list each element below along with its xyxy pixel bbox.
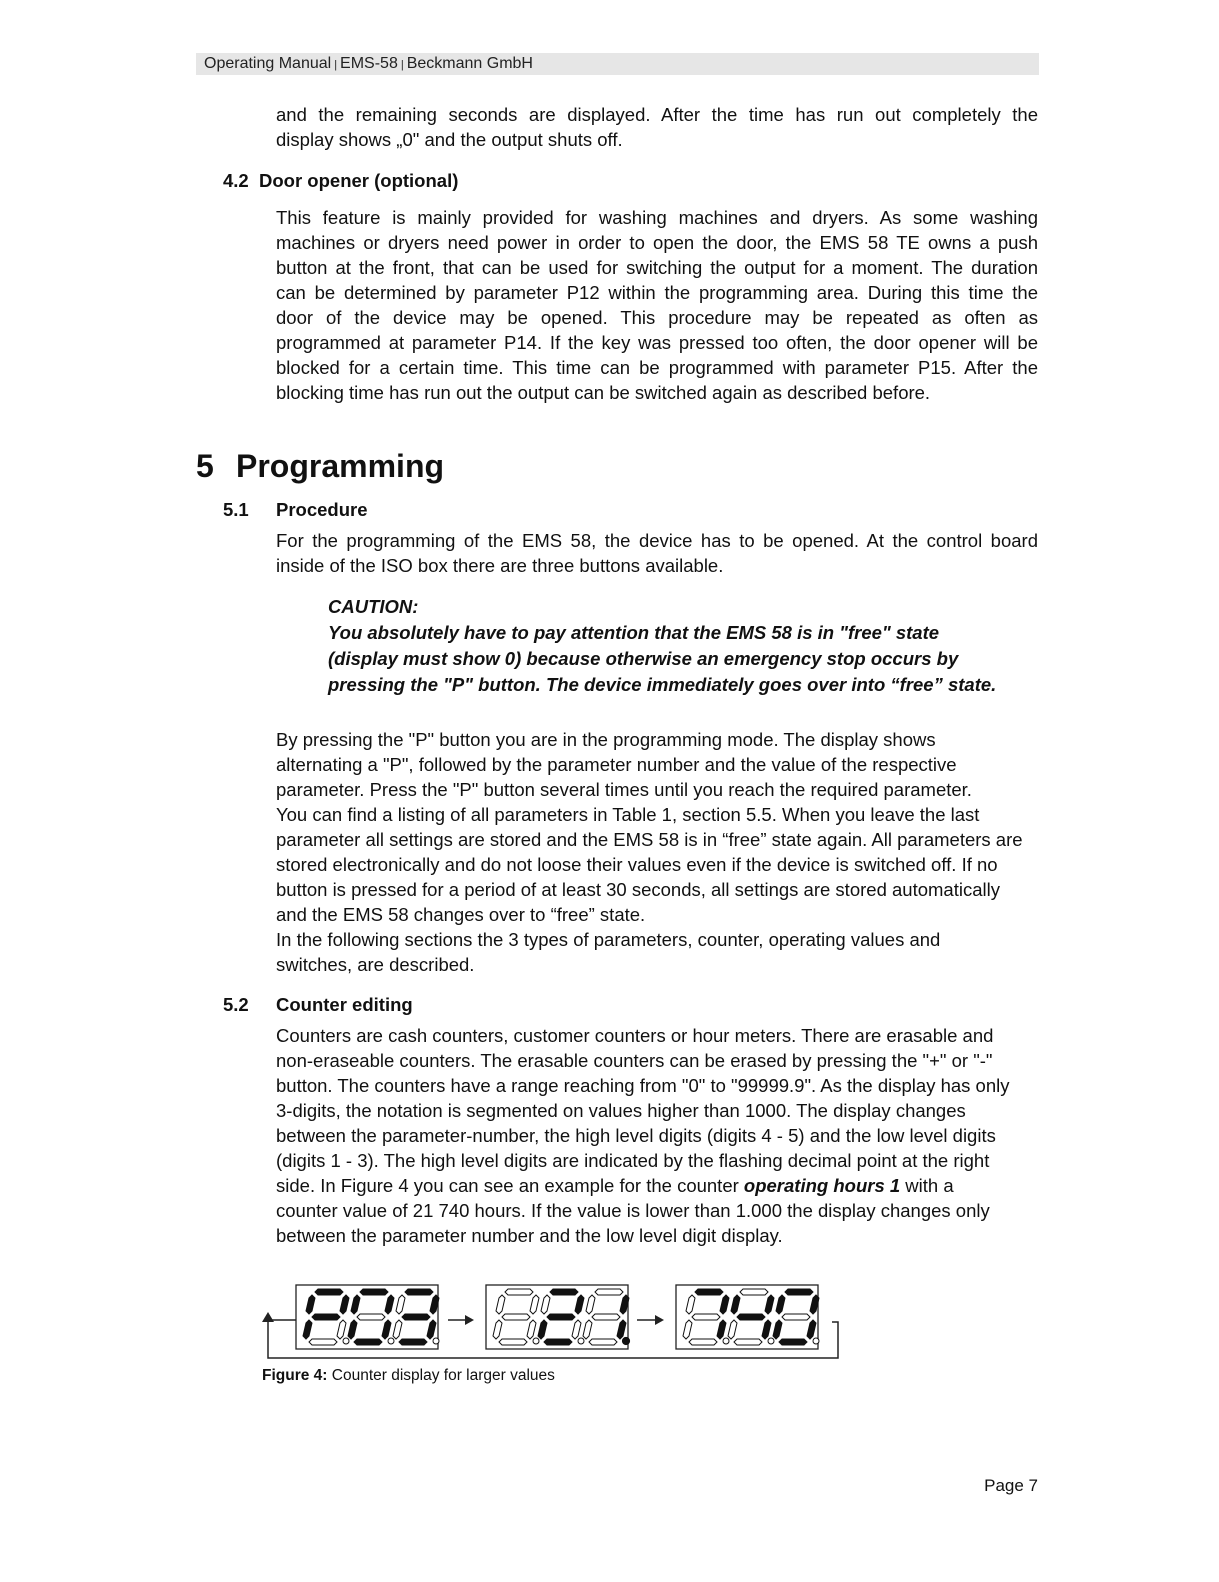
- segment-c-lit: [717, 1320, 726, 1339]
- paragraph-line: parameter. Press the "P" button several times until you reach the required parameter.: [276, 779, 972, 800]
- segment-f-lit: [351, 1295, 360, 1314]
- figure-label: Figure 4:: [262, 1367, 328, 1384]
- segment-g-lit: [737, 1314, 765, 1320]
- seven-segment-display-2: [486, 1285, 630, 1349]
- segment-e-unlit: [728, 1320, 737, 1339]
- segment-a-lit: [785, 1289, 813, 1295]
- decimal-point-lit: [622, 1337, 629, 1344]
- chapter-number: 5: [196, 448, 214, 484]
- paragraph-line: switches, are described.: [276, 954, 475, 975]
- segment-b-lit: [720, 1295, 729, 1314]
- header-model: EMS-58: [340, 55, 398, 72]
- paragraph-line: and the EMS 58 changes over to “free” state.: [276, 904, 646, 925]
- section-title: Counter editing: [276, 994, 413, 1015]
- segment-g-lit: [547, 1314, 575, 1320]
- text-run: side. In Figure 4 you can see an example for the counter: [276, 1175, 744, 1196]
- paragraph-line: (digits 1 - 3). The high level digits are indicated by the flashing decimal point at the right: [276, 1150, 990, 1171]
- paragraph-line: This feature is mainly provided for washing machines and dryers. As some washing: [276, 207, 1038, 228]
- segment-d-lit: [354, 1339, 382, 1345]
- paragraph-line: counter value of 21 740 hours. If the value is lower than 1.000 the display changes only: [276, 1200, 990, 1221]
- header-separator: |: [334, 59, 338, 71]
- paragraph-line: By pressing the "P" button you are in the programming mode. The display shows: [276, 729, 936, 750]
- paragraph-line: machines or dryers need power in order to open the door, the EMS 58 TE owns a push: [276, 232, 1038, 253]
- seven-segment-display-3: [676, 1285, 819, 1349]
- segment-d-lit: [779, 1339, 807, 1345]
- segment-e-unlit: [393, 1320, 402, 1339]
- segment-g-lit: [402, 1314, 430, 1320]
- caution-line: You absolutely have to pay attention that the EMS 58 is in "free" state: [328, 622, 940, 643]
- decimal-point: [813, 1338, 819, 1344]
- figure-caption-text: Counter display for larger values: [327, 1367, 555, 1384]
- segment-a-lit: [695, 1289, 723, 1295]
- segment-a-lit: [550, 1289, 578, 1295]
- paragraph-line: alternating a "P", followed by the parameter number and the value of the respective: [276, 754, 957, 775]
- segment-d-unlit: [499, 1339, 527, 1345]
- decimal-point: [723, 1338, 729, 1344]
- intro-paragraph: [276, 102, 1038, 152]
- decimal-point: [768, 1338, 774, 1344]
- segment-e-lit: [773, 1320, 782, 1339]
- segment-b-lit: [575, 1295, 584, 1314]
- decimal-point: [433, 1338, 439, 1344]
- decimal-point: [578, 1338, 584, 1344]
- paragraph-line: parameter all settings are stored and the EMS 58 is in “free” state again. All parameters are: [276, 829, 1023, 850]
- segment-e-lit: [538, 1320, 547, 1339]
- section-number: 4.2: [223, 170, 249, 191]
- segment-f-unlit: [496, 1295, 505, 1314]
- segment-b-lit: [385, 1295, 394, 1314]
- caution-box: [328, 594, 1028, 698]
- segment-a-lit: [315, 1289, 343, 1295]
- segment-f-unlit: [396, 1295, 405, 1314]
- segment-c-unlit: [527, 1320, 536, 1339]
- segment-c-lit: [427, 1320, 436, 1339]
- segment-d-lit: [399, 1339, 427, 1345]
- header-separator: |: [400, 59, 404, 71]
- section-title: Door opener (optional): [259, 170, 459, 191]
- chapter-heading: [196, 446, 444, 486]
- segment-a-unlit: [595, 1289, 623, 1295]
- segment-f-unlit: [686, 1295, 695, 1314]
- segment-f-lit: [776, 1295, 785, 1314]
- paragraph-line: button is pressed for a period of at least 30 seconds, all settings are stored automatically: [276, 879, 1000, 900]
- segment-a-unlit: [505, 1289, 533, 1295]
- segment-c-lit: [382, 1320, 391, 1339]
- caution-line: (display must show 0) because otherwise an emergency stop occurs by: [328, 648, 959, 669]
- paragraph-line: stored electronically and do not loose their values even if the device is switched off. If no: [276, 854, 998, 875]
- segment-g-unlit: [357, 1314, 385, 1320]
- paragraph-line: button. The counters have a range reaching from "0" to "99999.9". As the display has only: [276, 1075, 1010, 1096]
- segment-g-lit: [312, 1314, 340, 1320]
- paragraph-line: can be determined by parameter P12 within the programming area. During this time the: [276, 282, 1038, 303]
- section-heading-5-1: [223, 497, 368, 522]
- segment-c-lit: [617, 1320, 626, 1339]
- header-company: Beckmann GmbH: [406, 55, 533, 72]
- segment-d-unlit: [689, 1339, 717, 1345]
- segment-e-unlit: [683, 1320, 692, 1339]
- segment-f-lit: [306, 1295, 315, 1314]
- paragraph-line: between the parameter number and the low level digit display.: [276, 1225, 783, 1246]
- chapter-title: Programming: [236, 448, 445, 484]
- paragraph-line: door of the device may be opened. This procedure may be repeated as often as: [276, 307, 1038, 328]
- paragraph-line: between the parameter-number, the high level digits (digits 4 - 5) and the low level digits: [276, 1125, 996, 1146]
- paragraph-line: programmed at parameter P14. If the key was pressed too often, the door opener will be: [276, 332, 1038, 353]
- figure-caption: [262, 1366, 555, 1386]
- decimal-point: [343, 1338, 349, 1344]
- intro-line: display shows „0" and the output shuts off.: [276, 129, 623, 150]
- segment-d-lit: [544, 1339, 572, 1345]
- page-number: Page 7: [984, 1476, 1038, 1495]
- segment-g-unlit: [502, 1314, 530, 1320]
- segment-e-unlit: [583, 1320, 592, 1339]
- segment-c-lit: [762, 1320, 771, 1339]
- segment-c-unlit: [572, 1320, 581, 1339]
- paragraph-line: inside of the ISO box there are three buttons available.: [276, 555, 724, 576]
- segment-g-unlit: [692, 1314, 720, 1320]
- paragraph-line: For the programming of the EMS 58, the device has to be opened. At the control board: [276, 530, 1038, 551]
- seven-segment-display-1: [296, 1285, 439, 1349]
- door-opener-paragraph: [276, 205, 1038, 405]
- loop-arrow-head: [262, 1312, 274, 1322]
- segment-a-unlit: [740, 1289, 768, 1295]
- emphasis-term: operating hours 1: [743, 1175, 901, 1196]
- segment-d-unlit: [309, 1339, 337, 1345]
- figure-4-diagram: [262, 1278, 852, 1364]
- segment-c-unlit: [337, 1320, 346, 1339]
- caution-line: pressing the "P" button. The device immediately goes over into “free” state.: [328, 674, 997, 695]
- section-heading-4-2: [223, 168, 458, 193]
- paragraph-line: Counters are cash counters, customer counters or hour meters. There are erasable and: [276, 1025, 994, 1046]
- segment-f-unlit: [541, 1295, 550, 1314]
- section-number: 5.1: [223, 499, 249, 520]
- paragraph-line: button at the front, that can be used for switching the output for a moment. The duration: [276, 257, 1038, 278]
- paragraph-line: blocking time has run out the output can be switched again as described before.: [276, 382, 931, 403]
- segment-e-unlit: [493, 1320, 502, 1339]
- running-header: [196, 53, 1039, 75]
- paragraph-line: non-eraseable counters. The erasable counters can be erased by pressing the "+" or "-": [276, 1050, 993, 1071]
- section-number: 5.2: [223, 994, 249, 1015]
- section-heading-5-2: [223, 992, 413, 1017]
- paragraph-line: In the following sections the 3 types of parameters, counter, operating values and: [276, 929, 941, 950]
- segment-b-lit: [765, 1295, 774, 1314]
- decimal-point: [388, 1338, 394, 1344]
- segment-d-unlit: [734, 1339, 762, 1345]
- paragraph-line: blocked for a certain time. This time can be programmed with parameter P15. After the: [276, 357, 1038, 378]
- counter-editing-paragraph: [276, 1023, 1038, 1248]
- header-manual: Operating Manual: [204, 55, 332, 72]
- text-run: with a: [900, 1175, 954, 1196]
- procedure-intro-paragraph: [276, 528, 1038, 578]
- segment-g-unlit: [782, 1314, 810, 1320]
- segment-b-lit: [340, 1295, 349, 1314]
- section-title: Procedure: [276, 499, 368, 520]
- paragraph-line: [276, 1173, 1038, 1198]
- intro-line: and the remaining seconds are displayed. After the time has run out completely the: [276, 104, 1038, 125]
- segment-g-unlit: [592, 1314, 620, 1320]
- paragraph-line: 3-digits, the notation is segmented on values higher than 1000. The display changes: [276, 1100, 966, 1121]
- procedure-body-paragraph: [276, 727, 1038, 977]
- arrow-2-head: [655, 1315, 664, 1325]
- segment-a-lit: [360, 1289, 388, 1295]
- caution-title: CAUTION:: [328, 596, 419, 617]
- segment-f-lit: [731, 1295, 740, 1314]
- segment-f-unlit: [586, 1295, 595, 1314]
- arrow-1-head: [465, 1315, 474, 1325]
- paragraph-line: You can find a listing of all parameters in Table 1, section 5.5. When you leave the last: [276, 804, 980, 825]
- segment-c-lit: [807, 1320, 816, 1339]
- segment-a-lit: [405, 1289, 433, 1295]
- decimal-point: [533, 1338, 539, 1344]
- segment-d-unlit: [589, 1339, 617, 1345]
- segment-e-lit: [303, 1320, 312, 1339]
- segment-b-unlit: [530, 1295, 539, 1314]
- segment-e-lit: [348, 1320, 357, 1339]
